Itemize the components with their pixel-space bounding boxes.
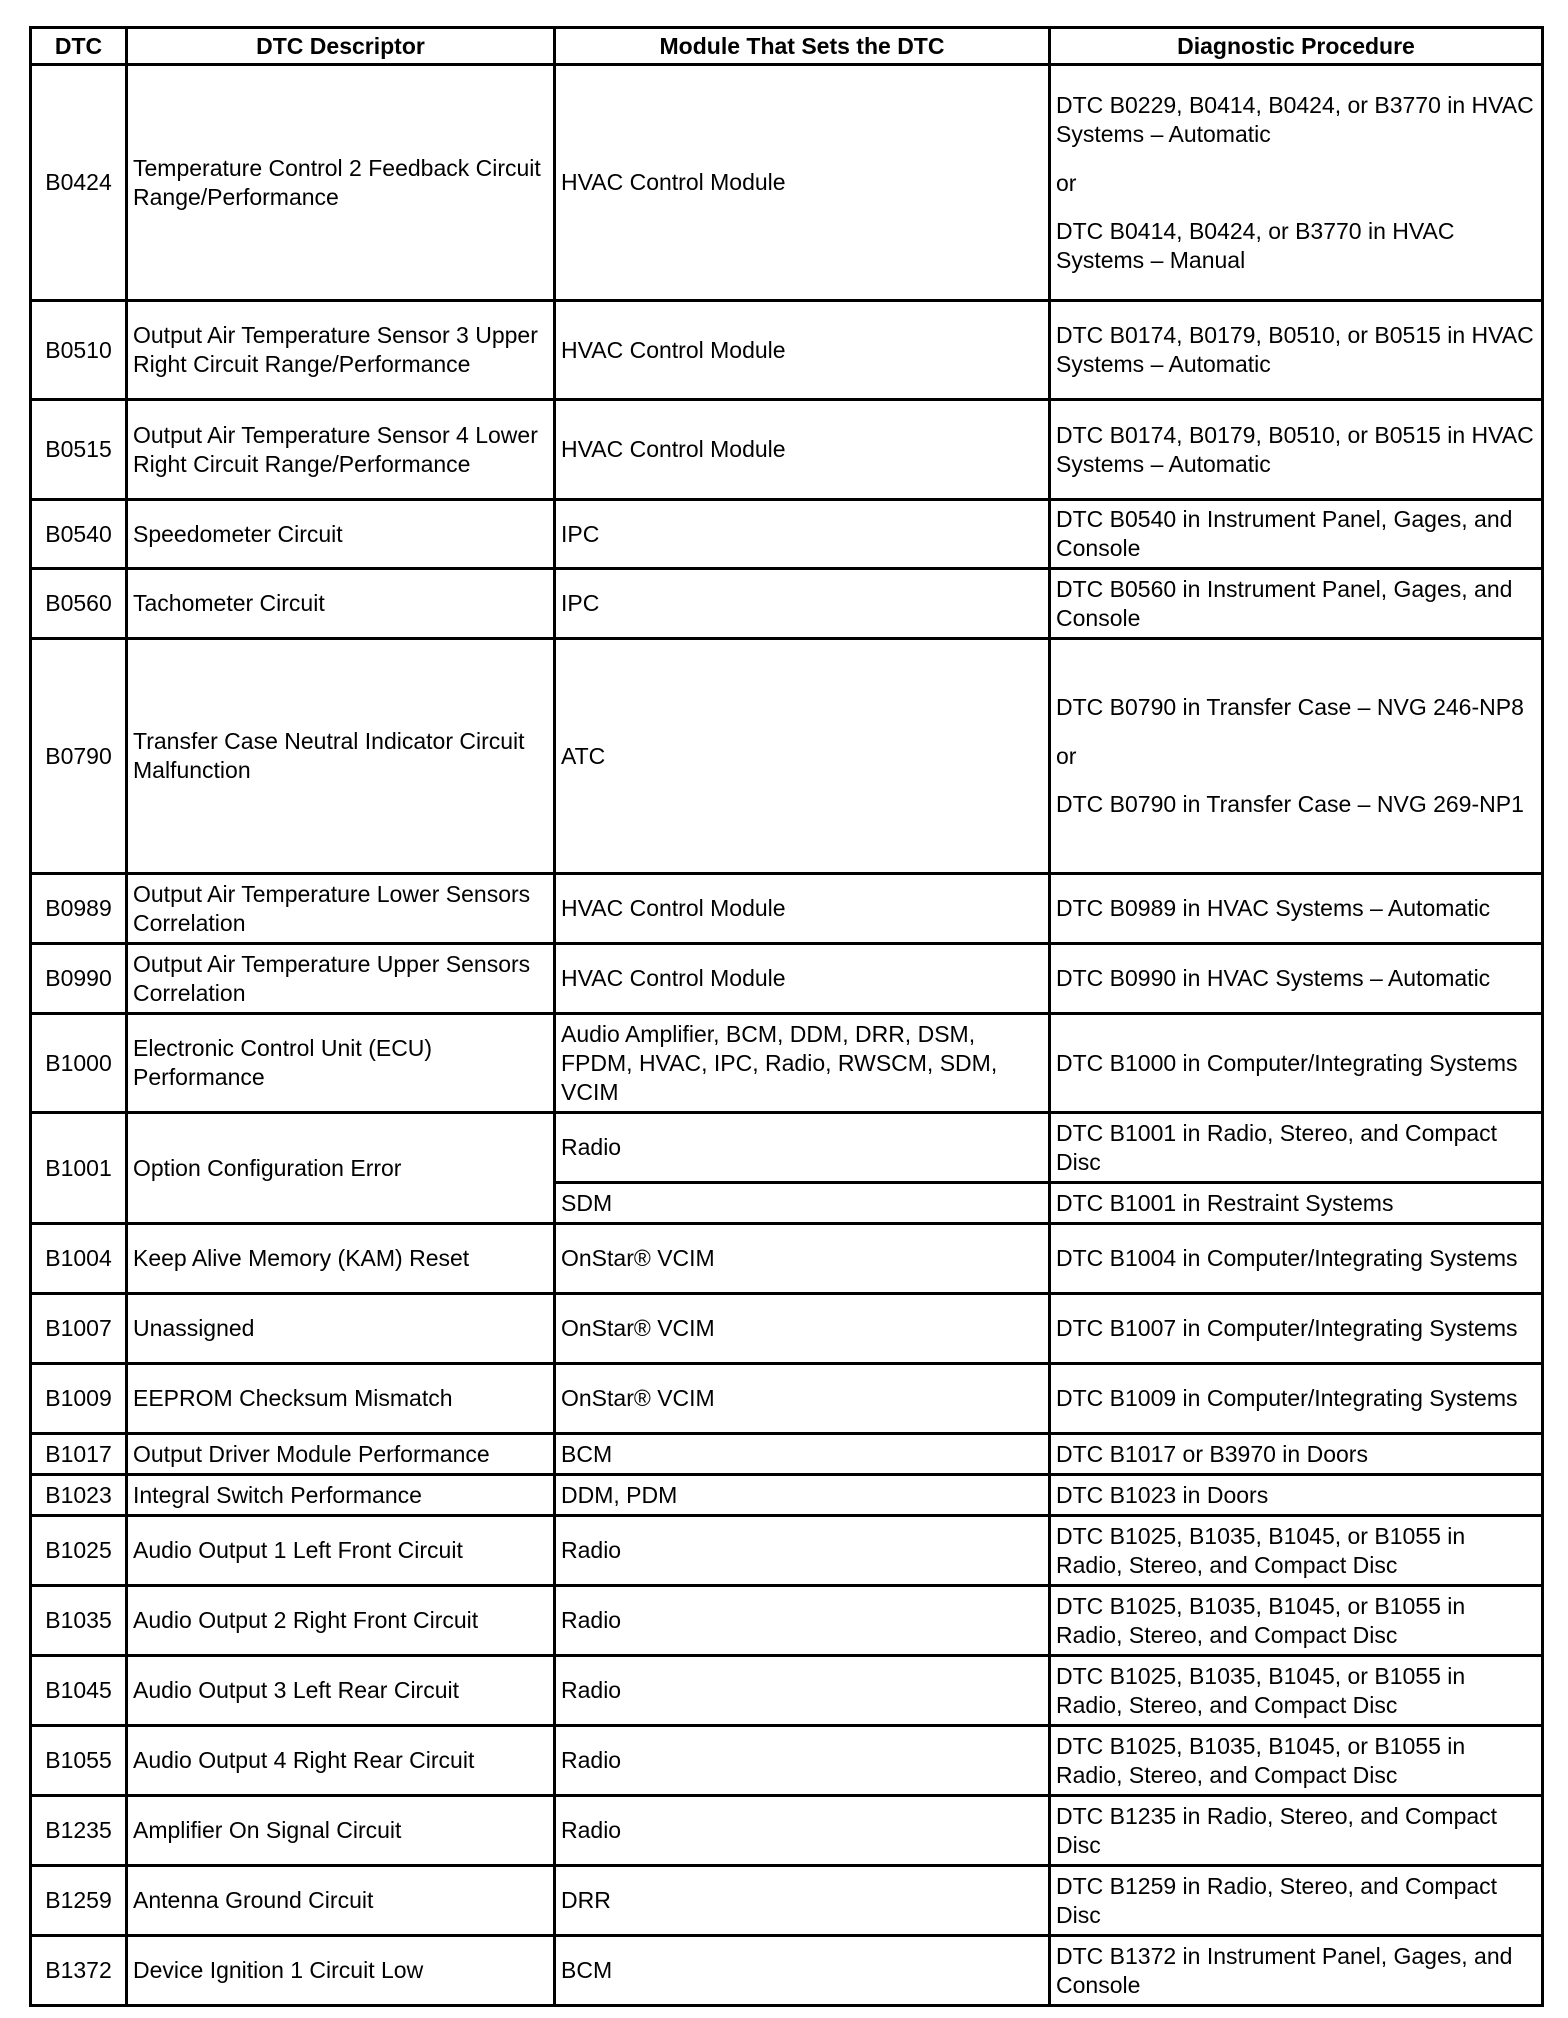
dtc-module: BCM <box>555 1936 1050 2006</box>
table-row <box>31 944 1543 1014</box>
table-row <box>31 1294 1543 1364</box>
dtc-procedure: DTC B1259 in Radio, Stereo, and Compact Disc <box>1050 1866 1543 1936</box>
procedure-or: or <box>1056 169 1077 196</box>
procedure-option-a: DTC B0790 in Transfer Case – NVG 246-NP8 <box>1056 694 1524 720</box>
dtc-descriptor: Electronic Control Unit (ECU) Performance <box>127 1014 555 1113</box>
dtc-module: BCM <box>555 1434 1050 1475</box>
dtc-code: B1055 <box>31 1726 127 1796</box>
dtc-descriptor: Option Configuration Error <box>127 1113 555 1224</box>
dtc-code: B0540 <box>31 500 127 569</box>
dtc-module: HVAC Control Module <box>555 874 1050 944</box>
dtc-procedure: DTC B1372 in Instrument Panel, Gages, and Console <box>1050 1936 1543 2006</box>
dtc-module: HVAC Control Module <box>555 400 1050 500</box>
dtc-procedure: DTC B0174, B0179, B0510, or B0515 in HVAC Systems – Automatic <box>1050 301 1543 400</box>
procedure-or: or <box>1056 743 1077 769</box>
table-row <box>31 569 1543 639</box>
dtc-procedure: DTC B1025, B1035, B1045, or B1055 in Radio, Stereo, and Compact Disc <box>1050 1656 1543 1726</box>
table-header-row <box>31 28 1543 65</box>
dtc-procedure: DTC B1004 in Computer/Integrating Systems <box>1050 1224 1543 1294</box>
dtc-code: B1004 <box>31 1224 127 1294</box>
table-row <box>31 874 1543 944</box>
dtc-descriptor: Amplifier On Signal Circuit <box>127 1796 555 1866</box>
dtc-descriptor: Audio Output 2 Right Front Circuit <box>127 1586 555 1656</box>
table-row <box>31 301 1543 400</box>
table-row <box>31 1866 1543 1936</box>
table-row <box>31 1586 1543 1656</box>
table-row <box>31 1014 1543 1113</box>
dtc-module: Audio Amplifier, BCM, DDM, DRR, DSM, FPDM, HVAC, IPC, Radio, RWSCM, SDM, VCIM <box>555 1014 1050 1113</box>
dtc-procedure: DTC B0990 in HVAC Systems – Automatic <box>1050 944 1543 1014</box>
dtc-module: Radio <box>555 1796 1050 1866</box>
table-row <box>31 400 1543 500</box>
header-procedure: Diagnostic Procedure <box>1050 28 1543 65</box>
dtc-module: HVAC Control Module <box>555 301 1050 400</box>
dtc-procedure: DTC B1007 in Computer/Integrating Systems <box>1050 1294 1543 1364</box>
dtc-descriptor: Output Air Temperature Lower Sensors Correlation <box>127 874 555 944</box>
dtc-procedure: DTC B1235 in Radio, Stereo, and Compact Disc <box>1050 1796 1543 1866</box>
dtc-code: B1017 <box>31 1434 127 1475</box>
dtc-code: B1259 <box>31 1866 127 1936</box>
dtc-code: B0510 <box>31 301 127 400</box>
table-row <box>31 1656 1543 1726</box>
dtc-module: HVAC Control Module <box>555 65 1050 301</box>
dtc-module: Radio <box>555 1113 1050 1183</box>
dtc-procedure: DTC B1000 in Computer/Integrating Systems <box>1050 1014 1543 1113</box>
table-row <box>31 65 1543 301</box>
header-module: Module That Sets the DTC <box>555 28 1050 65</box>
dtc-descriptor: Temperature Control 2 Feedback Circuit Range/Performance <box>127 65 555 301</box>
dtc-module: OnStar® VCIM <box>555 1224 1050 1294</box>
dtc-module: ATC <box>555 639 1050 874</box>
dtc-descriptor: Tachometer Circuit <box>127 569 555 639</box>
dtc-descriptor: EEPROM Checksum Mismatch <box>127 1364 555 1434</box>
dtc-descriptor: Antenna Ground Circuit <box>127 1866 555 1936</box>
dtc-code: B1007 <box>31 1294 127 1364</box>
dtc-descriptor: Output Driver Module Performance <box>127 1434 555 1475</box>
dtc-descriptor: Output Air Temperature Sensor 3 Upper Right Circuit Range/Performance <box>127 301 555 400</box>
dtc-descriptor: Output Air Temperature Upper Sensors Correlation <box>127 944 555 1014</box>
dtc-procedure: DTC B1023 in Doors <box>1050 1475 1543 1516</box>
table-row <box>31 1364 1543 1434</box>
dtc-code: B0560 <box>31 569 127 639</box>
dtc-descriptor: Output Air Temperature Sensor 4 Lower Right Circuit Range/Performance <box>127 400 555 500</box>
dtc-procedure: DTC B1009 in Computer/Integrating Systems <box>1050 1364 1543 1434</box>
dtc-procedure <box>1050 639 1543 874</box>
procedure-option-a: DTC B0229, B0414, B0424, or B3770 in HVAC Systems – Automatic <box>1056 91 1534 147</box>
table-row <box>31 1796 1543 1866</box>
dtc-procedure: DTC B1025, B1035, B1045, or B1055 in Radio, Stereo, and Compact Disc <box>1050 1516 1543 1586</box>
dtc-procedure: DTC B1025, B1035, B1045, or B1055 in Radio, Stereo, and Compact Disc <box>1050 1726 1543 1796</box>
dtc-descriptor: Transfer Case Neutral Indicator Circuit Malfunction <box>127 639 555 874</box>
procedure-option-b: DTC B0790 in Transfer Case – NVG 269-NP1 <box>1056 791 1524 817</box>
dtc-table <box>29 26 1544 2007</box>
dtc-module: DDM, PDM <box>555 1475 1050 1516</box>
dtc-procedure: DTC B0174, B0179, B0510, or B0515 in HVAC Systems – Automatic <box>1050 400 1543 500</box>
table-row <box>31 1726 1543 1796</box>
table-row <box>31 500 1543 569</box>
table-row <box>31 1475 1543 1516</box>
dtc-descriptor: Audio Output 4 Right Rear Circuit <box>127 1726 555 1796</box>
dtc-module: IPC <box>555 569 1050 639</box>
table-row <box>31 1936 1543 2006</box>
dtc-table-page <box>29 26 1541 2007</box>
dtc-code: B0990 <box>31 944 127 1014</box>
dtc-module: Radio <box>555 1726 1050 1796</box>
dtc-descriptor: Device Ignition 1 Circuit Low <box>127 1936 555 2006</box>
procedure-option-b: DTC B0414, B0424, or B3770 in HVAC Systems – Manual <box>1056 217 1455 273</box>
table-row <box>31 1224 1543 1294</box>
dtc-descriptor: Speedometer Circuit <box>127 500 555 569</box>
table-row <box>31 1516 1543 1586</box>
dtc-module: Radio <box>555 1516 1050 1586</box>
dtc-procedure: DTC B1017 or B3970 in Doors <box>1050 1434 1543 1475</box>
dtc-code: B0790 <box>31 639 127 874</box>
dtc-procedure: DTC B0540 in Instrument Panel, Gages, and Console <box>1050 500 1543 569</box>
dtc-descriptor: Unassigned <box>127 1294 555 1364</box>
dtc-code: B1372 <box>31 1936 127 2006</box>
dtc-code: B1035 <box>31 1586 127 1656</box>
dtc-code: B1000 <box>31 1014 127 1113</box>
dtc-procedure: DTC B0989 in HVAC Systems – Automatic <box>1050 874 1543 944</box>
dtc-module: HVAC Control Module <box>555 944 1050 1014</box>
dtc-code: B1025 <box>31 1516 127 1586</box>
dtc-module: OnStar® VCIM <box>555 1294 1050 1364</box>
table-row <box>31 1113 1543 1183</box>
dtc-procedure: DTC B1001 in Radio, Stereo, and Compact Disc <box>1050 1113 1543 1183</box>
dtc-module: OnStar® VCIM <box>555 1364 1050 1434</box>
dtc-procedure: DTC B0560 in Instrument Panel, Gages, and Console <box>1050 569 1543 639</box>
dtc-code: B1001 <box>31 1113 127 1224</box>
dtc-code: B1235 <box>31 1796 127 1866</box>
dtc-code: B1009 <box>31 1364 127 1434</box>
table-row <box>31 639 1543 874</box>
dtc-code: B1045 <box>31 1656 127 1726</box>
dtc-code: B1023 <box>31 1475 127 1516</box>
dtc-code: B0424 <box>31 65 127 301</box>
dtc-code: B0989 <box>31 874 127 944</box>
header-dtc: DTC <box>31 28 127 65</box>
dtc-procedure <box>1050 65 1543 301</box>
dtc-descriptor: Integral Switch Performance <box>127 1475 555 1516</box>
dtc-module: IPC <box>555 500 1050 569</box>
dtc-code: B0515 <box>31 400 127 500</box>
header-descriptor: DTC Descriptor <box>127 28 555 65</box>
dtc-procedure: DTC B1001 in Restraint Systems <box>1050 1183 1543 1224</box>
dtc-module: SDM <box>555 1183 1050 1224</box>
dtc-module: DRR <box>555 1866 1050 1936</box>
dtc-descriptor: Audio Output 1 Left Front Circuit <box>127 1516 555 1586</box>
dtc-descriptor: Audio Output 3 Left Rear Circuit <box>127 1656 555 1726</box>
dtc-descriptor: Keep Alive Memory (KAM) Reset <box>127 1224 555 1294</box>
dtc-module: Radio <box>555 1656 1050 1726</box>
table-row <box>31 1434 1543 1475</box>
dtc-procedure: DTC B1025, B1035, B1045, or B1055 in Radio, Stereo, and Compact Disc <box>1050 1586 1543 1656</box>
dtc-module: Radio <box>555 1586 1050 1656</box>
